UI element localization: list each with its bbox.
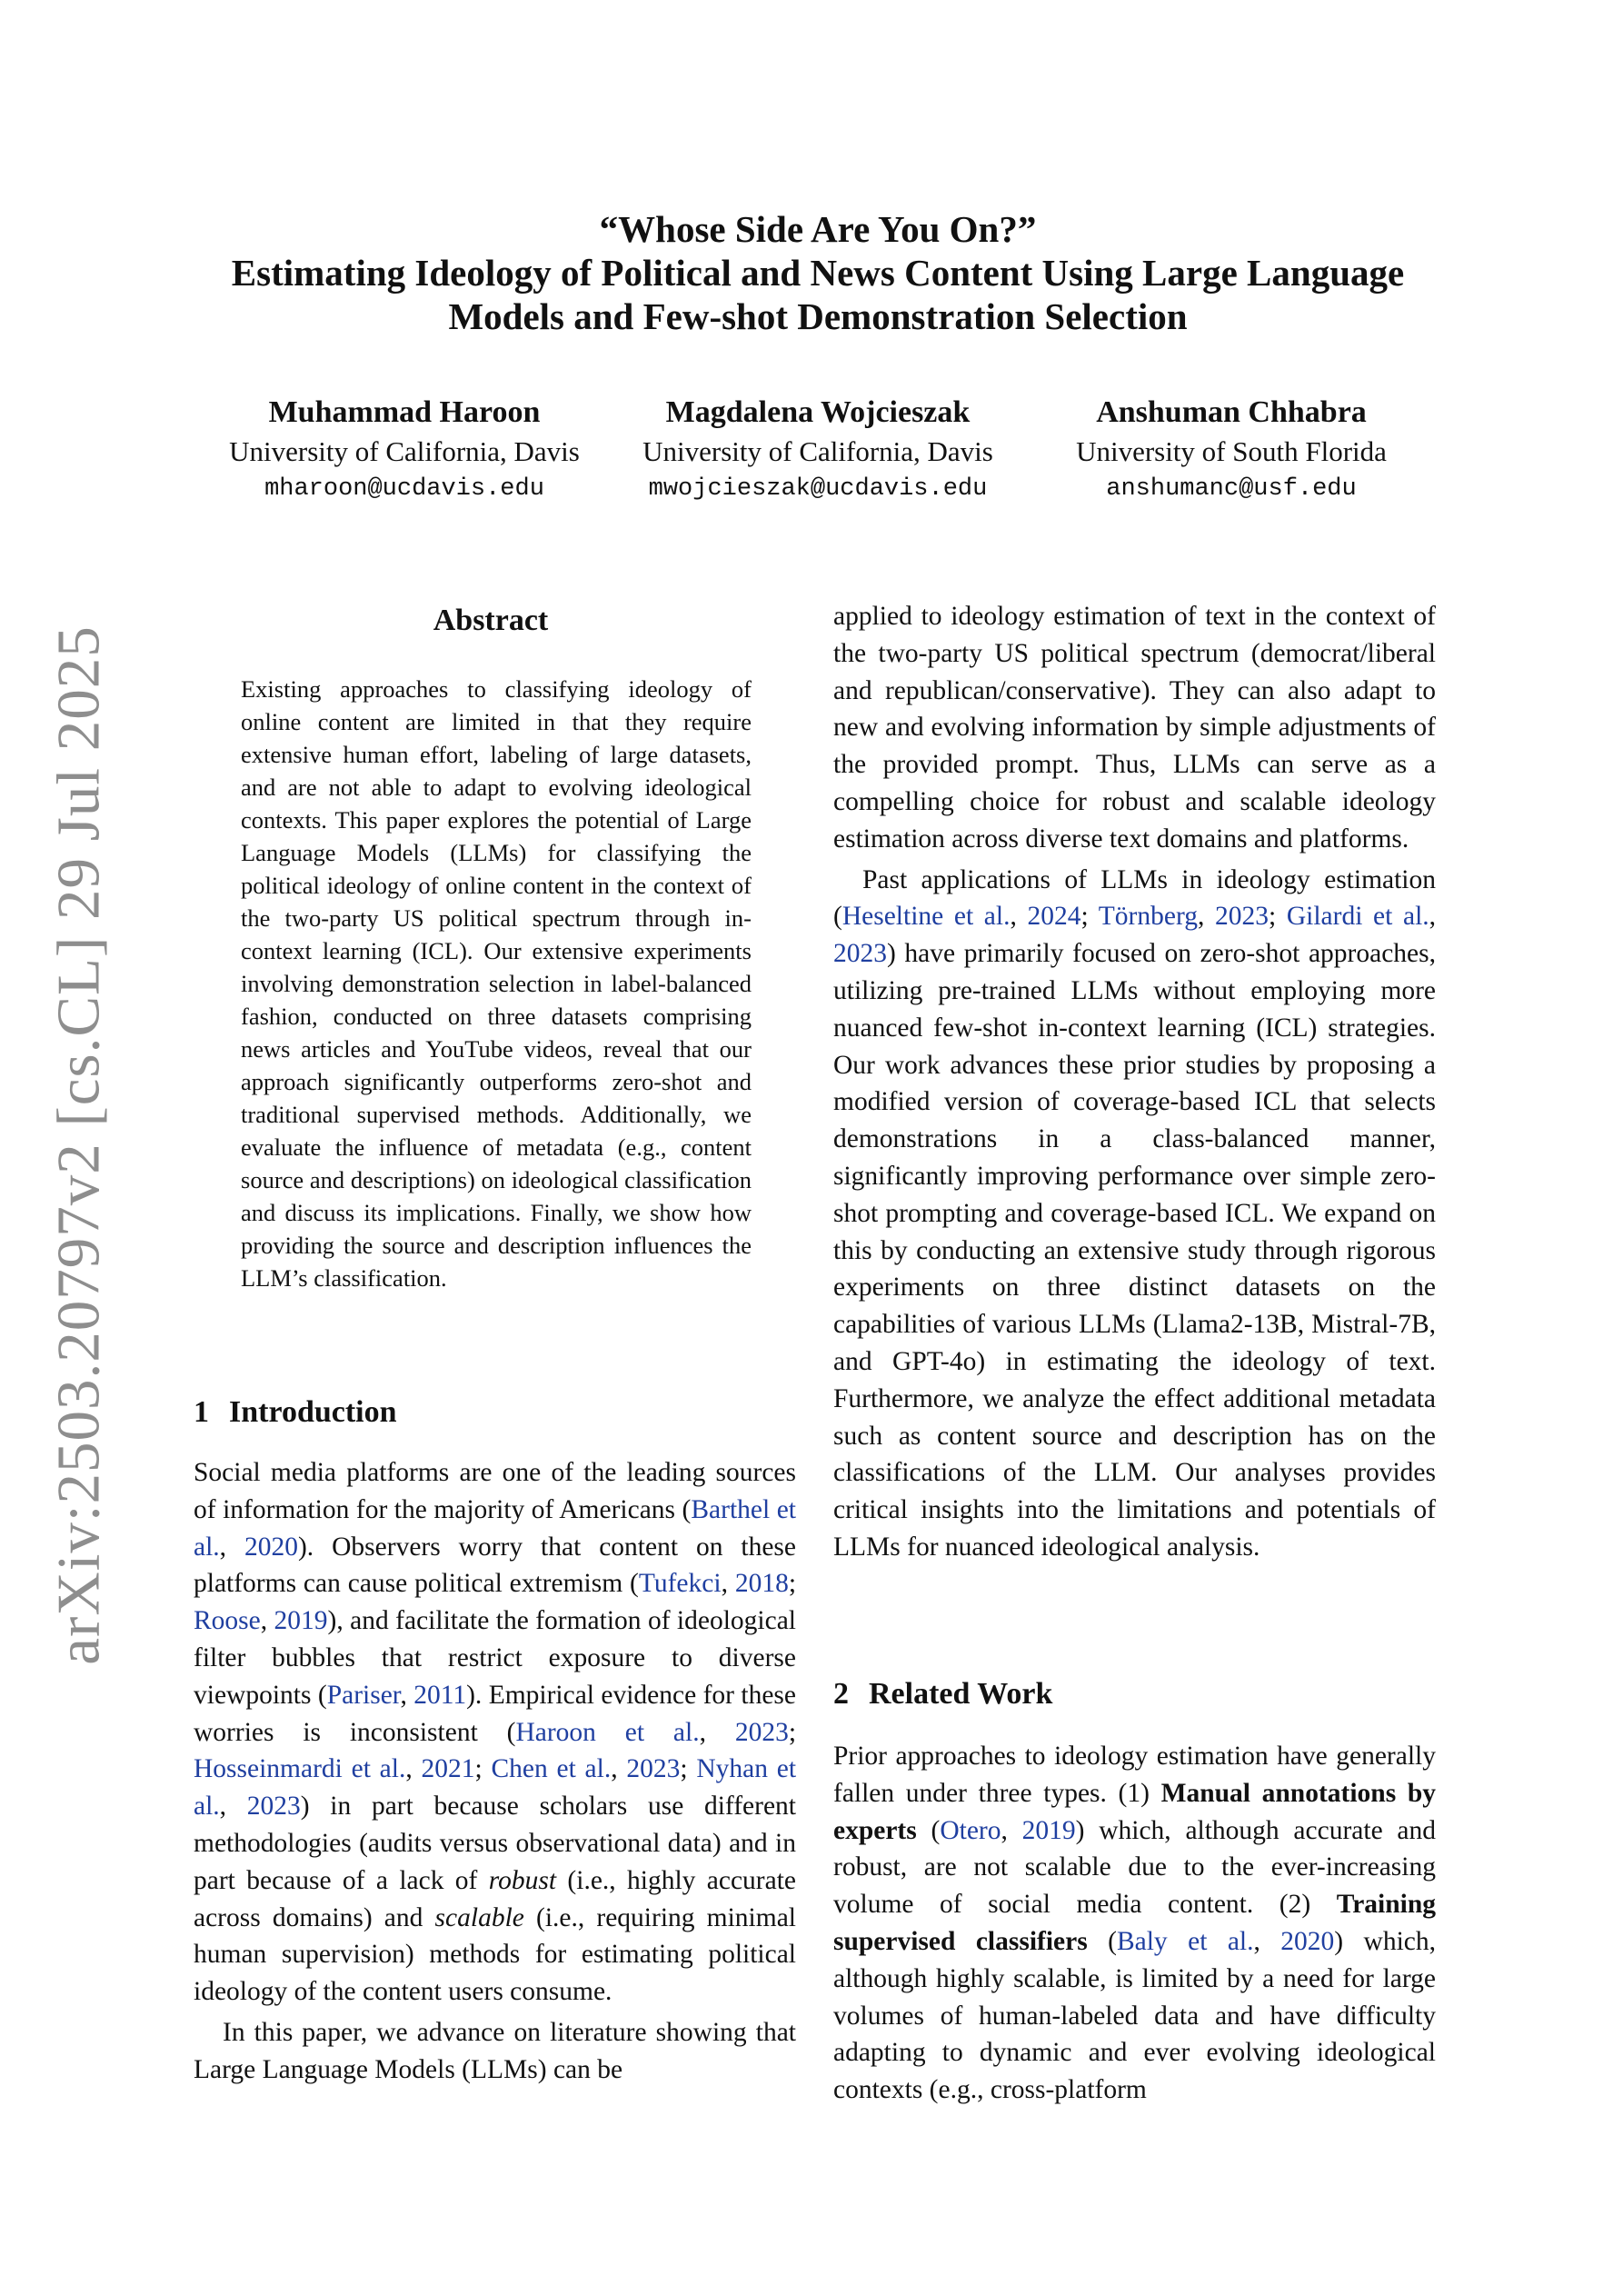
intro-paragraph-2-continued: applied to ideology estimation of text in the context of the two-party US political spectrum (democrat/liberal and republican/conservative). They can also adapt to new and evolving information by simple adjustments of the provided prompt. Thus, LLMs can serve as a compelling choice for robust and scalable ideology estimation across diverse text domains and platforms. [833, 602, 1436, 854]
author-email[interactable]: mharoon@ucdavis.edu [264, 475, 544, 503]
author-block-2 [627, 393, 1009, 507]
section-heading-introduction [194, 1395, 397, 1430]
intro-paragraph-3: Past applications of LLMs in ideology estimation (Heseltine et al., 2024; Törnberg, 2023; Gilardi et al., 2023) have primarily focused on zero-shot approaches, utilizing pre-trained LLMs without employing more nuanced few-shot in-context learning (ICL) strategies. Our work advances these prior studies by proposing a modified version of coverage-based ICL that selects demonstrations in a class-balanced manner, significantly improving performance over simple zero-shot prompting and coverage-based ICL. We expand on this by conducting an extensive study through rigorous experiments on three distinct datasets on the capabilities of various LLMs (Llama2-13B, Mistral-7B, and GPT-4o) in estimating the ideology of text. Furthermore, we analyze the effect additional metadata such as content source and description has on the classifications of the LLM. Our analyses provides critical insights into the limitations and potentials of LLMs for nuanced ideological analysis. [833, 864, 1437, 1562]
citation-link[interactable]: 2019 [274, 1606, 328, 1636]
abstract-text: Existing approaches to classifying ideology of online content are limited in that they require extensive human effort, labeling of large datasets, and are not able to adapt to evolving ideological contexts. This paper explores the potential of Large Language Models (LLMs) for classifying the political ideology of online content in the context of the two-party US political spectrum through in-context learning (ICL). Our extensive experiments involving demonstration selection in label-balanced fashion, conducted on three datasets comprising news articles and YouTube videos, reveal that our approach significantly outperforms zero-shot and traditional supervised methods. Additionally, we evaluate the influence of metadata (e.g., content source and descriptions) on ideological classification and discuss its implications. Finally, we show how providing the source and description influences the LLM’s classification. [241, 675, 752, 1292]
citation-link[interactable]: 2021 [421, 1754, 475, 1784]
citation-link[interactable]: Heseltine et al. [841, 902, 1011, 932]
citation-link[interactable]: 2023 [246, 1792, 301, 1822]
arxiv-side-stamp [29, 625, 129, 1665]
section-title: Introduction [229, 1395, 397, 1429]
title-line-1: “Whose Side Are You On?” [599, 208, 1037, 250]
citation-link[interactable]: Tufekci [638, 1569, 722, 1599]
citation-link[interactable]: Chen et al. [491, 1754, 612, 1784]
paper-title [182, 207, 1454, 338]
citation-link[interactable]: Barthel et al. [194, 1494, 796, 1562]
citation-link[interactable]: 2018 [734, 1569, 789, 1599]
author-affiliation: University of California, Davis [642, 435, 993, 467]
citation-link[interactable]: Pariser [326, 1680, 401, 1710]
citation-link[interactable]: Otero [940, 1815, 1001, 1845]
citation-link[interactable]: Törnberg [1098, 902, 1198, 932]
intro-paragraph-2: In this paper, we advance on literature showing that Large Language Models (LLMs) can be [194, 2017, 796, 2084]
citation-link[interactable]: 2023 [626, 1754, 681, 1784]
title-line-2: Estimating Ideology of Political and News Content Using Large Language [231, 252, 1405, 294]
right-column-top [833, 598, 1436, 1566]
author-name: Anshuman Chhabra [1096, 395, 1367, 429]
author-block-3 [1059, 393, 1404, 507]
author-block-1 [218, 393, 591, 507]
author-affiliation: University of South Florida [1076, 435, 1387, 467]
author-email[interactable]: mwojcieszak@ucdavis.edu [648, 475, 988, 503]
related-paragraph-1: Prior approaches to ideology estimation have generally fallen under three types. (1) Manual annotations by experts (Otero, 2019) which, although accurate and robust, are not scalable due to the ever-increasing volume of social media content. (2) Training supervised classifiers (Baly et al., 2020) which, although highly scalable, is limited by a need for large volumes of human-labeled data and have difficulty adapting to dynamic and ever evolving ideological contexts (e.g., cross-platform [833, 1742, 1437, 2105]
section-number: 2 [833, 1677, 849, 1711]
citation-link[interactable]: 2020 [1280, 1926, 1335, 1956]
citation-link[interactable]: Nyhan et al. [194, 1754, 797, 1822]
author-name: Magdalena Wojcieszak [665, 395, 971, 429]
author-affiliation: University of California, Davis [229, 435, 580, 467]
section-heading-related-work [833, 1677, 1052, 1712]
citation-link[interactable]: 2024 [1027, 902, 1081, 932]
citation-link[interactable]: Haroon et al. [515, 1717, 700, 1747]
citation-link[interactable]: 2019 [1021, 1815, 1076, 1845]
intro-paragraph-1: Social media platforms are one of the leading sources of information for the majority of Americans (Barthel et al., 2020). Observers worry that content on these platforms can cause political extremism (Tufekci, 2018; Roose, 2019), and facilitate the formation of ideological filter bubbles that restrict exposure to diverse viewpoints (Pariser, 2011). Empirical evidence for these worries is inconsistent (Haroon et al., 2023; Hosseinmardi et al., 2021; Chen et al., 2023; Nyhan et al., 2023) in part because scholars use different methodologies (audits versus observational data) and in part because of a lack of robust (i.e., highly accurate across domains) and scalable (i.e., requiring minimal human supervision) methods for estimating political ideology of the content users consume. [194, 1458, 797, 2007]
title-line-3: Models and Few-shot Demonstration Selection [448, 295, 1188, 337]
citation-link[interactable]: 2020 [244, 1532, 298, 1562]
citation-link[interactable]: 2023 [1215, 902, 1270, 932]
author-name: Muhammad Haroon [268, 395, 541, 429]
citation-link[interactable]: 2011 [413, 1680, 467, 1710]
citation-link[interactable]: Gilardi et al. [1286, 902, 1429, 932]
left-column [194, 1454, 796, 2089]
right-column-bottom [833, 1738, 1436, 2109]
citation-link[interactable]: Roose [194, 1606, 261, 1636]
citation-link[interactable]: 2023 [833, 939, 887, 969]
author-email[interactable]: anshumanc@usf.edu [1106, 475, 1357, 503]
citation-link[interactable]: Hosseinmardi et al. [194, 1754, 406, 1784]
section-number: 1 [194, 1395, 209, 1429]
section-title: Related Work [869, 1677, 1053, 1711]
citation-link[interactable]: Baly et al. [1116, 1926, 1254, 1956]
abstract-heading: Abstract [433, 604, 549, 637]
citation-link[interactable]: 2023 [734, 1717, 789, 1747]
arxiv-identifier: arXiv:2503.20797v2 [cs.CL] 29 Jul 2025 [45, 625, 113, 1665]
